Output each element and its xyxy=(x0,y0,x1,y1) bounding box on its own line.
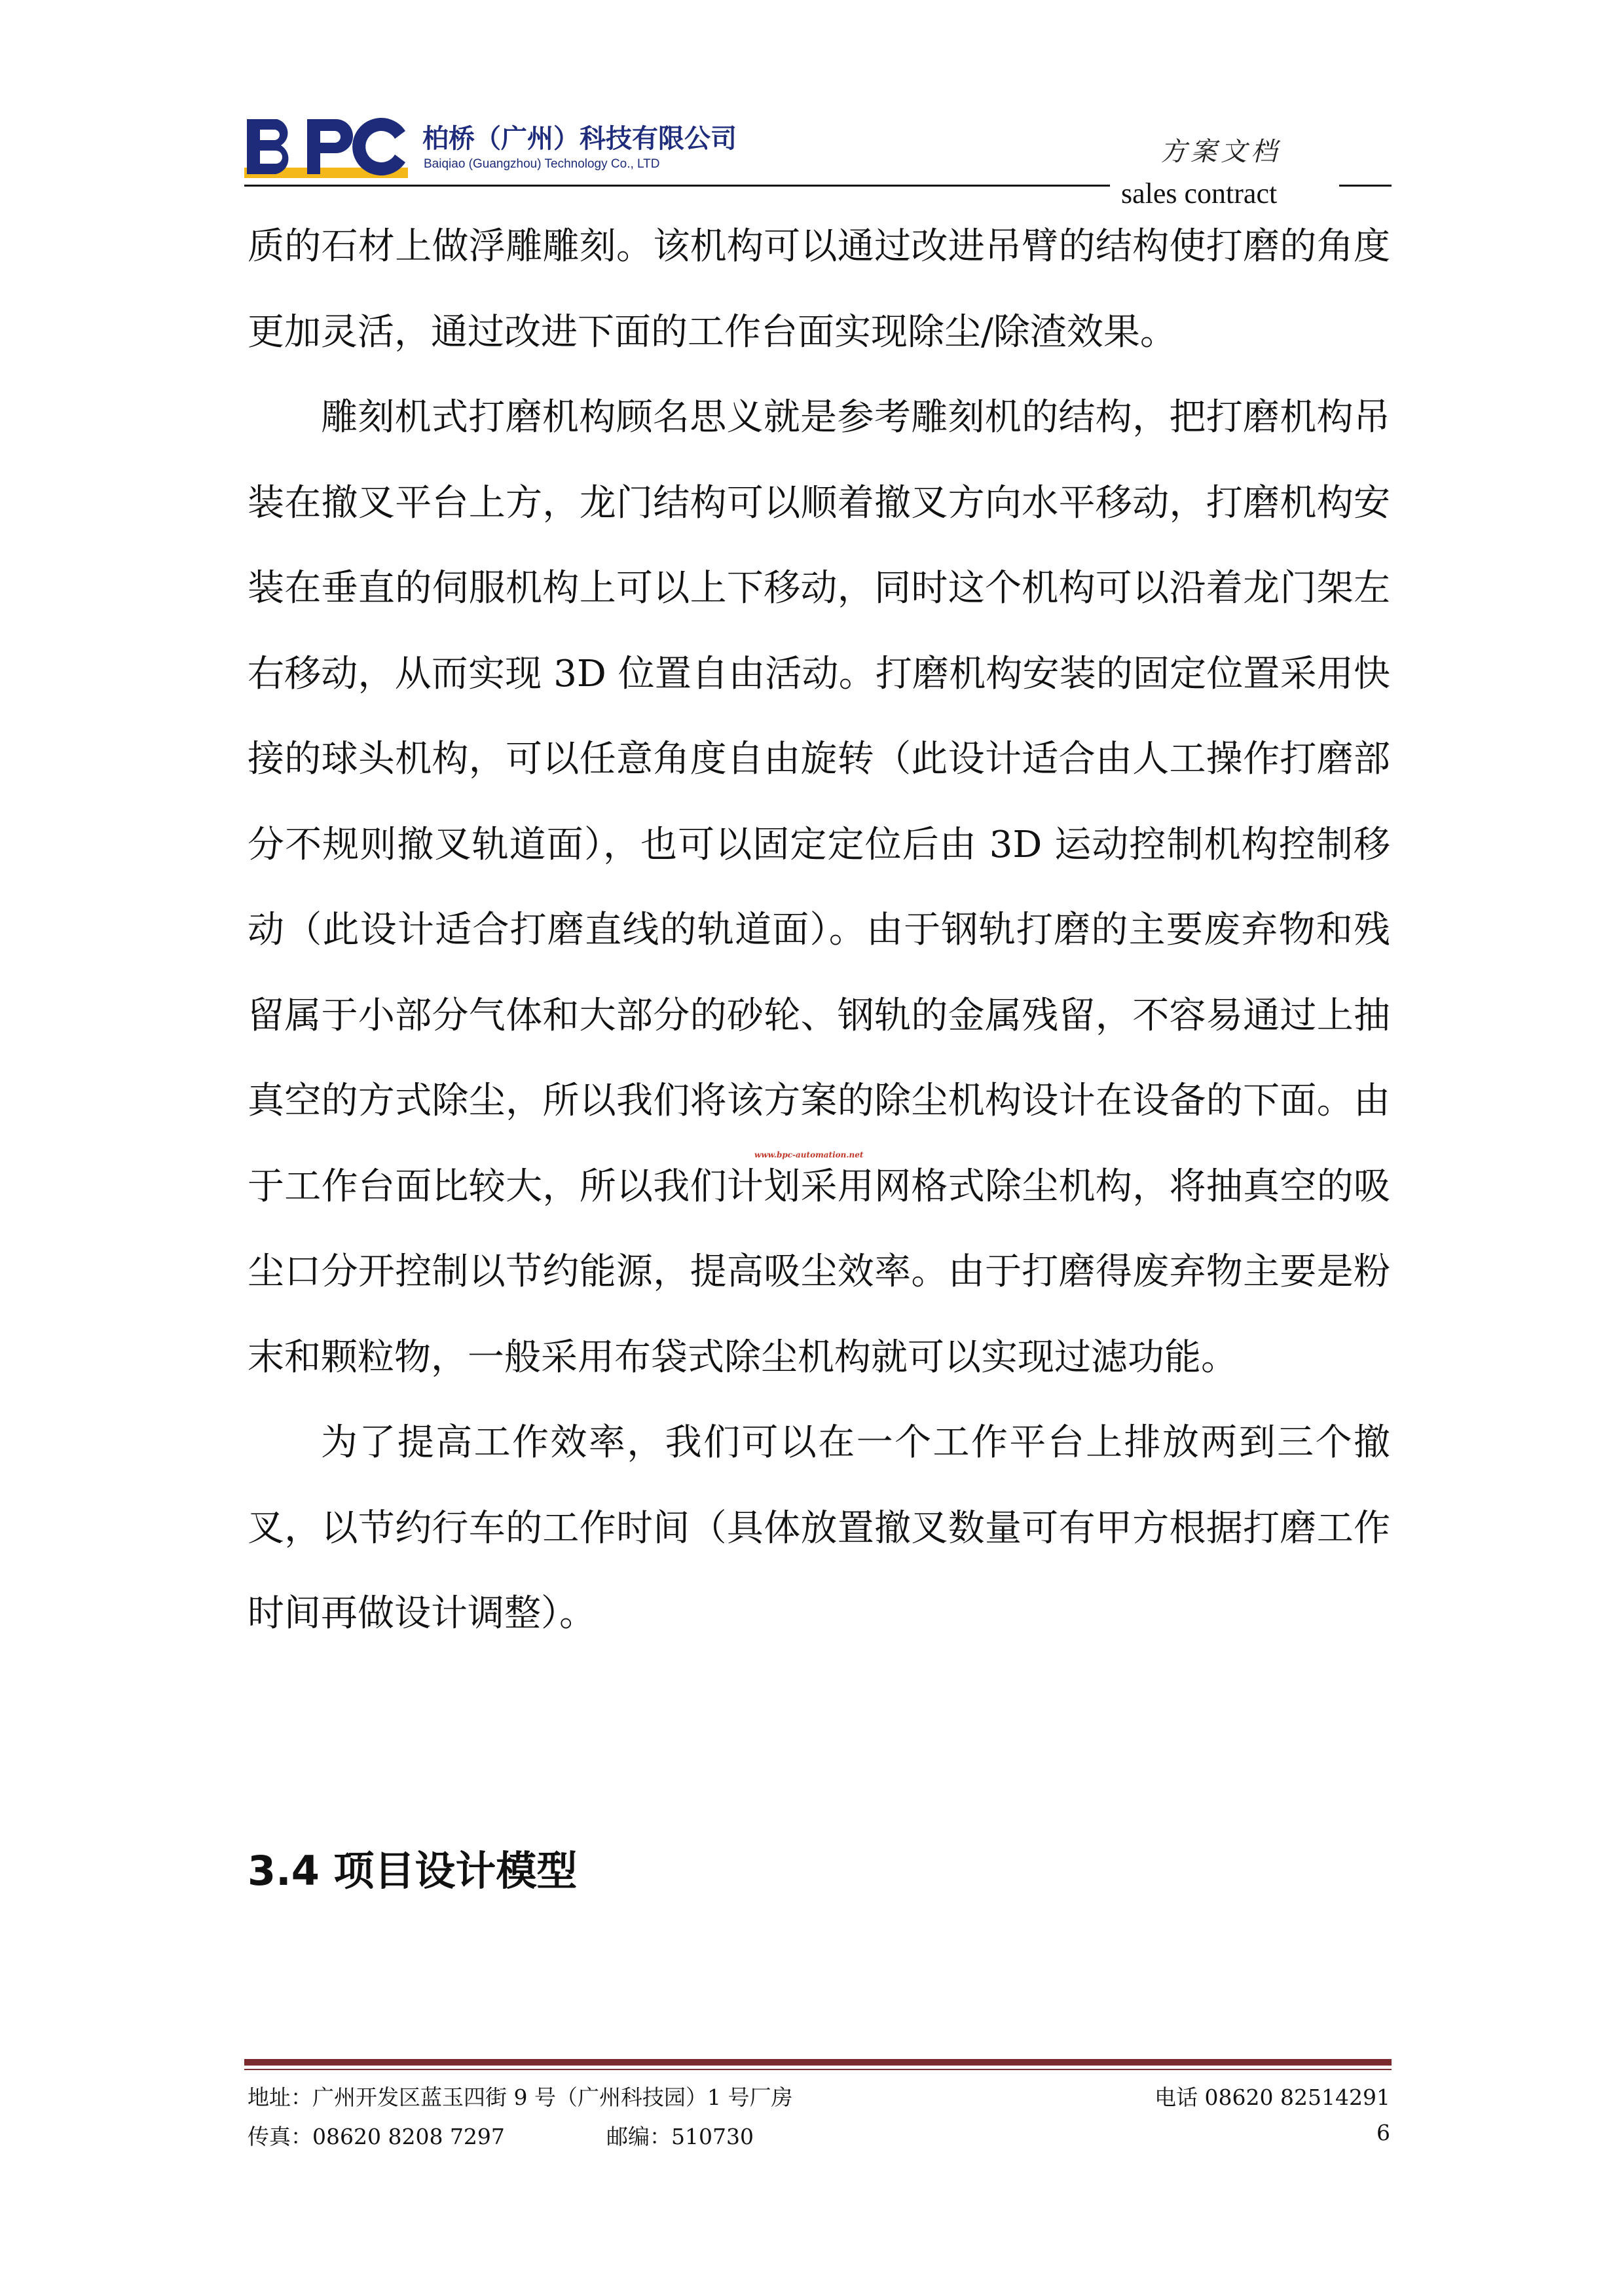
footer-fax: 传真：08620 8208 7297 xyxy=(248,2124,505,2149)
bpc-logo-icon xyxy=(244,113,418,185)
footer-rule-thin xyxy=(244,2069,1392,2070)
document-body xyxy=(248,204,1390,1657)
footer-rule xyxy=(244,2059,1392,2066)
footer-postcode: 邮编：510730 xyxy=(606,2124,754,2149)
paragraph-efficiency: 为了提高工作效率，我们可以在一个工作平台上排放两到三个撤叉，以节约行车的工作时间（具体放置撤叉数量可有甲方根据打磨工作时间再做设计调整）。 xyxy=(248,1421,1390,1635)
footer-address: 地址：广州开发区蓝玉四街 9 号（广州科技园）1 号厂房 xyxy=(248,2085,793,2110)
paragraph-continued: 质的石材上做浮雕雕刻。该机构可以通过改进吊臂的结构使打磨的角度更加灵活，通过改进下面的工作台面实现除尘/除渣效果。 xyxy=(248,225,1390,354)
page-number: 6 xyxy=(1376,2120,1390,2145)
company-name-cn: 柏桥（广州）科技有限公司 xyxy=(422,124,737,154)
header-rule-right xyxy=(1339,185,1392,187)
document-subtitle: sales contract xyxy=(1121,177,1278,210)
header-rule-left xyxy=(244,185,1110,187)
company-logo xyxy=(244,113,737,185)
paragraph-engraving-mechanism: 雕刻机式打磨机构顾名思义就是参考雕刻机的结构，把打磨机构吊装在撤叉平台上方，龙门结构可以顺着撤叉方向水平移动，打磨机构安装在垂直的伺服机构上可以上下移动，同时这个机构可以沿着龙门架左右移动，从而实现 3D 位置自由活动。打磨机构安装的固定位置采用快接的球头机构，可以任意角度自由旋转（此设计适合由人工操作打磨部分不规则撤叉轨道面），也可以固定定位后由 3D 运动控制机构控制移动（此设计适合打磨直线的轨道面）。由于钢轨打磨的主要废弃物和残留属于小部分气体和大部分的砂轮、钢轨的金属残留，不容易通过上抽真空的方式除尘，所以我们将该方案的除尘机构设计在设备的下面。由于工作台面比较大，所以我们计划采用网格式除尘机构，将抽真空的吸尘口分开控制以节约能源，提高吸尘效率。由于打磨得废弃物主要是粉末和颗粒物，一般采用布袋式除尘机构就可以实现过滤功能。 xyxy=(248,396,1390,1379)
document-type: 方案文档 xyxy=(1160,137,1281,167)
company-name-en: Baiqiao (Guangzhou) Technology Co., LTD xyxy=(424,157,660,171)
website-watermark: www.bpc-automation.net xyxy=(754,1150,864,1159)
footer-phone: 电话 08620 82514291 xyxy=(1154,2085,1390,2110)
footer-line-2 xyxy=(248,2120,1390,2153)
page-header xyxy=(0,0,1624,210)
section-heading: 3.4 项目设计模型 xyxy=(248,1847,578,1895)
footer-line-1 xyxy=(248,2081,1390,2113)
